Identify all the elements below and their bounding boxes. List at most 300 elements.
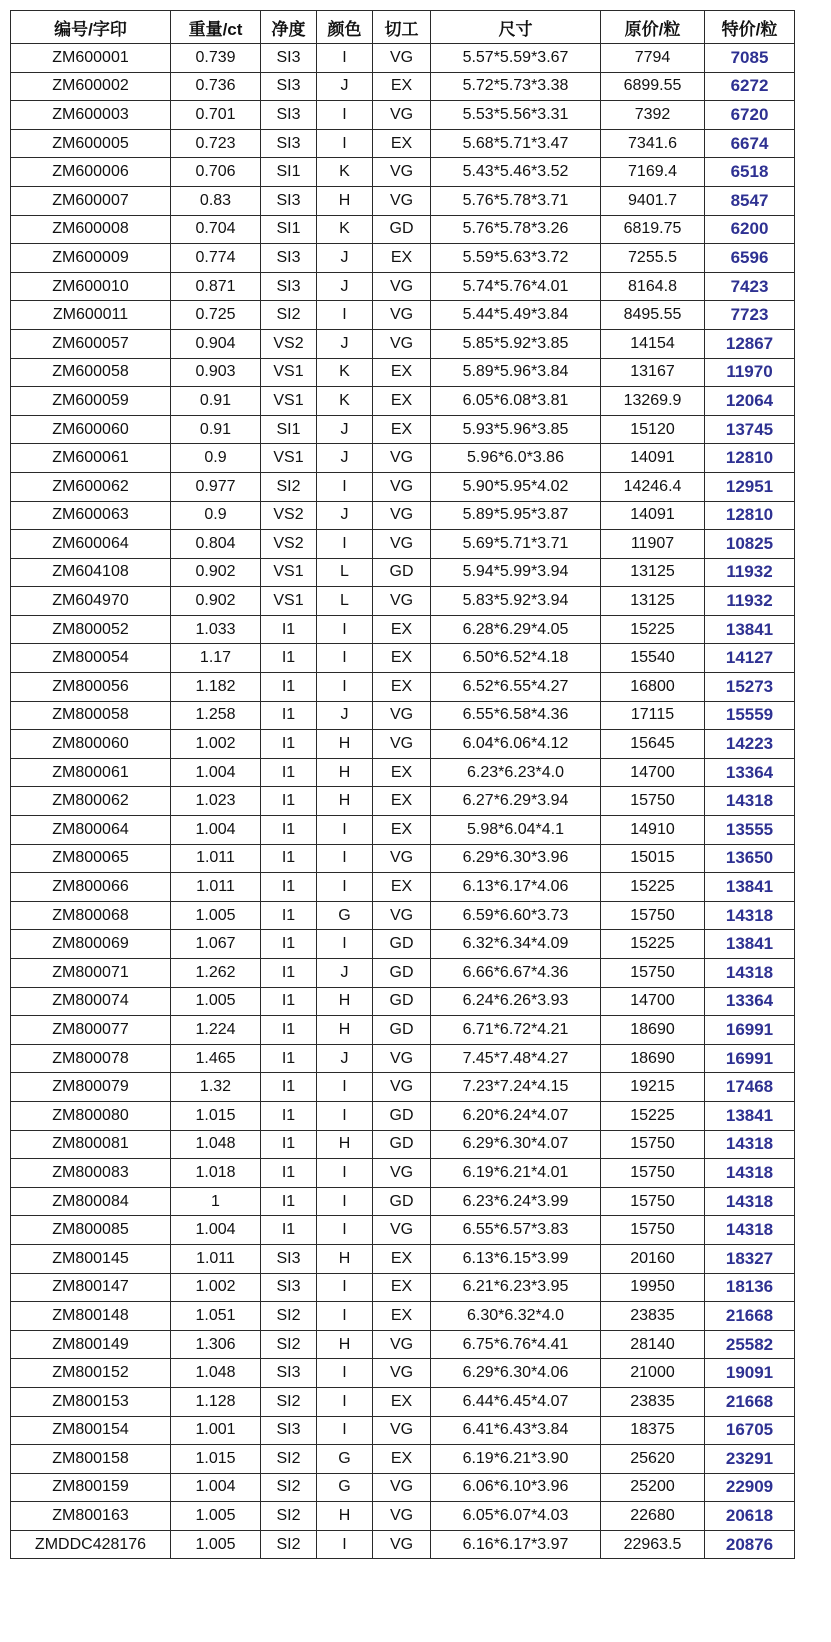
cell-sale-price: 6596 xyxy=(705,244,795,273)
cell-original-price: 7392 xyxy=(601,101,705,130)
cell-id: ZM800064 xyxy=(11,816,171,845)
cell-color: J xyxy=(317,501,373,530)
cell-cut: VG xyxy=(373,101,431,130)
cell-original-price: 15225 xyxy=(601,873,705,902)
cell-sale-price: 6200 xyxy=(705,215,795,244)
price-table xyxy=(10,10,795,1559)
table-row xyxy=(11,301,795,330)
cell-clarity: I1 xyxy=(261,1044,317,1073)
table-row xyxy=(11,244,795,273)
cell-size: 6.27*6.29*3.94 xyxy=(431,787,601,816)
cell-sale-price: 14318 xyxy=(705,1159,795,1188)
cell-original-price: 11907 xyxy=(601,530,705,559)
cell-clarity: I1 xyxy=(261,844,317,873)
cell-weight: 1.048 xyxy=(171,1130,261,1159)
cell-original-price: 28140 xyxy=(601,1330,705,1359)
cell-clarity: SI1 xyxy=(261,415,317,444)
cell-color: H xyxy=(317,758,373,787)
cell-sale-price: 13841 xyxy=(705,615,795,644)
cell-clarity: I1 xyxy=(261,1101,317,1130)
cell-id: ZM800147 xyxy=(11,1273,171,1302)
cell-original-price: 6899.55 xyxy=(601,72,705,101)
cell-id: ZM800152 xyxy=(11,1359,171,1388)
cell-clarity: SI3 xyxy=(261,272,317,301)
cell-size: 6.19*6.21*4.01 xyxy=(431,1159,601,1188)
cell-clarity: VS1 xyxy=(261,587,317,616)
cell-color: H xyxy=(317,1502,373,1531)
cell-original-price: 25620 xyxy=(601,1445,705,1474)
table-row xyxy=(11,558,795,587)
cell-color: I xyxy=(317,1416,373,1445)
cell-sale-price: 13364 xyxy=(705,987,795,1016)
cell-clarity: I1 xyxy=(261,673,317,702)
cell-id: ZM600002 xyxy=(11,72,171,101)
table-row xyxy=(11,1359,795,1388)
cell-original-price: 16800 xyxy=(601,673,705,702)
table-row xyxy=(11,444,795,473)
cell-clarity: VS2 xyxy=(261,530,317,559)
cell-id: ZM800054 xyxy=(11,644,171,673)
cell-size: 6.50*6.52*4.18 xyxy=(431,644,601,673)
cell-size: 5.96*6.0*3.86 xyxy=(431,444,601,473)
cell-sale-price: 21668 xyxy=(705,1387,795,1416)
cell-size: 6.19*6.21*3.90 xyxy=(431,1445,601,1474)
cell-sale-price: 11970 xyxy=(705,358,795,387)
cell-original-price: 20160 xyxy=(601,1244,705,1273)
cell-sale-price: 7423 xyxy=(705,272,795,301)
table-row xyxy=(11,329,795,358)
cell-clarity: VS2 xyxy=(261,501,317,530)
cell-sale-price: 13841 xyxy=(705,1101,795,1130)
cell-weight: 1.224 xyxy=(171,1016,261,1045)
cell-weight: 0.902 xyxy=(171,558,261,587)
cell-cut: EX xyxy=(373,873,431,902)
cell-original-price: 15750 xyxy=(601,959,705,988)
cell-color: L xyxy=(317,558,373,587)
cell-id: ZM800062 xyxy=(11,787,171,816)
cell-color: I xyxy=(317,1302,373,1331)
cell-size: 5.90*5.95*4.02 xyxy=(431,472,601,501)
cell-sale-price: 12867 xyxy=(705,329,795,358)
cell-cut: VG xyxy=(373,1216,431,1245)
cell-color: J xyxy=(317,701,373,730)
cell-id: ZM600010 xyxy=(11,272,171,301)
cell-id: ZM800163 xyxy=(11,1502,171,1531)
cell-clarity: SI3 xyxy=(261,129,317,158)
cell-id: ZM604108 xyxy=(11,558,171,587)
cell-size: 6.41*6.43*3.84 xyxy=(431,1416,601,1445)
cell-id: ZM800065 xyxy=(11,844,171,873)
cell-weight: 0.704 xyxy=(171,215,261,244)
cell-color: I xyxy=(317,644,373,673)
cell-size: 5.57*5.59*3.67 xyxy=(431,44,601,73)
cell-size: 6.20*6.24*4.07 xyxy=(431,1101,601,1130)
cell-weight: 1.067 xyxy=(171,930,261,959)
diamond-price-sheet xyxy=(10,10,794,1559)
cell-cut: EX xyxy=(373,358,431,387)
header-cut: 切工 xyxy=(373,11,431,44)
cell-cut: VG xyxy=(373,1073,431,1102)
cell-cut: EX xyxy=(373,644,431,673)
cell-color: I xyxy=(317,101,373,130)
table-row xyxy=(11,787,795,816)
cell-original-price: 15540 xyxy=(601,644,705,673)
table-row xyxy=(11,1159,795,1188)
cell-id: ZM800153 xyxy=(11,1387,171,1416)
header-size: 尺寸 xyxy=(431,11,601,44)
cell-size: 6.24*6.26*3.93 xyxy=(431,987,601,1016)
cell-id: ZM600058 xyxy=(11,358,171,387)
table-row xyxy=(11,501,795,530)
cell-weight: 1.005 xyxy=(171,1530,261,1559)
cell-id: ZM800066 xyxy=(11,873,171,902)
cell-cut: EX xyxy=(373,387,431,416)
cell-color: G xyxy=(317,1445,373,1474)
cell-original-price: 25200 xyxy=(601,1473,705,1502)
cell-original-price: 7169.4 xyxy=(601,158,705,187)
cell-weight: 0.725 xyxy=(171,301,261,330)
cell-weight: 0.706 xyxy=(171,158,261,187)
cell-original-price: 9401.7 xyxy=(601,186,705,215)
table-row xyxy=(11,72,795,101)
cell-clarity: VS1 xyxy=(261,558,317,587)
cell-sale-price: 14223 xyxy=(705,730,795,759)
cell-original-price: 15225 xyxy=(601,1101,705,1130)
cell-id: ZM600007 xyxy=(11,186,171,215)
table-row xyxy=(11,644,795,673)
cell-clarity: SI3 xyxy=(261,1273,317,1302)
cell-original-price: 8495.55 xyxy=(601,301,705,330)
cell-id: ZM800149 xyxy=(11,1330,171,1359)
cell-sale-price: 6720 xyxy=(705,101,795,130)
cell-clarity: I1 xyxy=(261,1187,317,1216)
cell-original-price: 14700 xyxy=(601,987,705,1016)
cell-cut: VG xyxy=(373,1473,431,1502)
cell-size: 5.59*5.63*3.72 xyxy=(431,244,601,273)
cell-id: ZM800069 xyxy=(11,930,171,959)
cell-id: ZM800159 xyxy=(11,1473,171,1502)
table-row xyxy=(11,1416,795,1445)
cell-weight: 1.051 xyxy=(171,1302,261,1331)
cell-color: H xyxy=(317,1330,373,1359)
cell-original-price: 15750 xyxy=(601,1187,705,1216)
cell-size: 5.89*5.96*3.84 xyxy=(431,358,601,387)
cell-original-price: 15225 xyxy=(601,930,705,959)
cell-color: K xyxy=(317,358,373,387)
cell-sale-price: 14318 xyxy=(705,901,795,930)
cell-clarity: I1 xyxy=(261,987,317,1016)
cell-size: 6.52*6.55*4.27 xyxy=(431,673,601,702)
cell-sale-price: 12810 xyxy=(705,444,795,473)
cell-size: 6.55*6.58*4.36 xyxy=(431,701,601,730)
cell-id: ZM800083 xyxy=(11,1159,171,1188)
cell-clarity: SI3 xyxy=(261,44,317,73)
cell-cut: EX xyxy=(373,758,431,787)
cell-cut: VG xyxy=(373,1044,431,1073)
cell-weight: 0.9 xyxy=(171,501,261,530)
cell-weight: 0.804 xyxy=(171,530,261,559)
cell-sale-price: 12810 xyxy=(705,501,795,530)
header-color: 颜色 xyxy=(317,11,373,44)
cell-size: 5.85*5.92*3.85 xyxy=(431,329,601,358)
cell-sale-price: 12064 xyxy=(705,387,795,416)
cell-original-price: 14910 xyxy=(601,816,705,845)
cell-color: K xyxy=(317,387,373,416)
cell-sale-price: 15273 xyxy=(705,673,795,702)
cell-original-price: 15120 xyxy=(601,415,705,444)
cell-color: I xyxy=(317,1159,373,1188)
cell-size: 6.29*6.30*4.06 xyxy=(431,1359,601,1388)
cell-original-price: 22680 xyxy=(601,1502,705,1531)
header-row xyxy=(11,11,795,44)
table-row xyxy=(11,1073,795,1102)
cell-original-price: 8164.8 xyxy=(601,272,705,301)
table-row xyxy=(11,701,795,730)
cell-cut: VG xyxy=(373,901,431,930)
cell-sale-price: 12951 xyxy=(705,472,795,501)
cell-clarity: VS1 xyxy=(261,444,317,473)
cell-cut: EX xyxy=(373,1244,431,1273)
cell-color: I xyxy=(317,930,373,959)
table-row xyxy=(11,358,795,387)
cell-sale-price: 11932 xyxy=(705,558,795,587)
cell-weight: 1.128 xyxy=(171,1387,261,1416)
cell-color: H xyxy=(317,1130,373,1159)
cell-original-price: 23835 xyxy=(601,1302,705,1331)
cell-sale-price: 13745 xyxy=(705,415,795,444)
cell-clarity: I1 xyxy=(261,787,317,816)
cell-id: ZM600011 xyxy=(11,301,171,330)
cell-original-price: 14700 xyxy=(601,758,705,787)
cell-sale-price: 14318 xyxy=(705,1216,795,1245)
cell-cut: VG xyxy=(373,44,431,73)
cell-color: I xyxy=(317,615,373,644)
cell-clarity: I1 xyxy=(261,901,317,930)
cell-clarity: VS1 xyxy=(261,358,317,387)
cell-id: ZM800078 xyxy=(11,1044,171,1073)
table-row xyxy=(11,186,795,215)
cell-color: I xyxy=(317,1073,373,1102)
table-row xyxy=(11,44,795,73)
cell-size: 6.04*6.06*4.12 xyxy=(431,730,601,759)
cell-original-price: 15750 xyxy=(601,1159,705,1188)
cell-cut: EX xyxy=(373,1445,431,1474)
cell-size: 6.05*6.08*3.81 xyxy=(431,387,601,416)
cell-sale-price: 18327 xyxy=(705,1244,795,1273)
cell-clarity: VS2 xyxy=(261,329,317,358)
cell-weight: 1.182 xyxy=(171,673,261,702)
cell-clarity: SI2 xyxy=(261,1330,317,1359)
cell-id: ZM800148 xyxy=(11,1302,171,1331)
cell-clarity: SI3 xyxy=(261,1244,317,1273)
cell-id: ZM600060 xyxy=(11,415,171,444)
cell-size: 5.83*5.92*3.94 xyxy=(431,587,601,616)
cell-original-price: 18375 xyxy=(601,1416,705,1445)
cell-size: 5.53*5.56*3.31 xyxy=(431,101,601,130)
cell-weight: 0.739 xyxy=(171,44,261,73)
cell-clarity: SI3 xyxy=(261,244,317,273)
cell-color: J xyxy=(317,72,373,101)
table-row xyxy=(11,1302,795,1331)
cell-size: 5.44*5.49*3.84 xyxy=(431,301,601,330)
cell-size: 5.76*5.78*3.71 xyxy=(431,186,601,215)
cell-cut: VG xyxy=(373,701,431,730)
cell-sale-price: 14127 xyxy=(705,644,795,673)
cell-sale-price: 13841 xyxy=(705,873,795,902)
cell-color: I xyxy=(317,301,373,330)
cell-cut: EX xyxy=(373,129,431,158)
table-row xyxy=(11,1016,795,1045)
cell-weight: 1.033 xyxy=(171,615,261,644)
cell-clarity: SI3 xyxy=(261,186,317,215)
cell-sale-price: 20876 xyxy=(705,1530,795,1559)
cell-clarity: SI3 xyxy=(261,1416,317,1445)
cell-weight: 1 xyxy=(171,1187,261,1216)
cell-clarity: I1 xyxy=(261,1016,317,1045)
cell-size: 6.16*6.17*3.97 xyxy=(431,1530,601,1559)
cell-cut: EX xyxy=(373,615,431,644)
cell-size: 6.13*6.15*3.99 xyxy=(431,1244,601,1273)
cell-clarity: SI1 xyxy=(261,158,317,187)
cell-color: J xyxy=(317,959,373,988)
cell-clarity: I1 xyxy=(261,1216,317,1245)
cell-weight: 1.004 xyxy=(171,816,261,845)
cell-cut: EX xyxy=(373,673,431,702)
cell-weight: 0.91 xyxy=(171,415,261,444)
cell-clarity: I1 xyxy=(261,1130,317,1159)
cell-sale-price: 21668 xyxy=(705,1302,795,1331)
cell-id: ZM800077 xyxy=(11,1016,171,1045)
cell-id: ZM800071 xyxy=(11,959,171,988)
cell-clarity: SI2 xyxy=(261,1302,317,1331)
header-clarity: 净度 xyxy=(261,11,317,44)
cell-weight: 1.004 xyxy=(171,1216,261,1245)
cell-cut: EX xyxy=(373,415,431,444)
cell-original-price: 13167 xyxy=(601,358,705,387)
table-row xyxy=(11,930,795,959)
cell-weight: 1.306 xyxy=(171,1330,261,1359)
cell-sale-price: 17468 xyxy=(705,1073,795,1102)
cell-weight: 1.005 xyxy=(171,1502,261,1531)
cell-weight: 1.258 xyxy=(171,701,261,730)
cell-original-price: 15015 xyxy=(601,844,705,873)
table-row xyxy=(11,1330,795,1359)
cell-original-price: 21000 xyxy=(601,1359,705,1388)
table-row xyxy=(11,215,795,244)
cell-color: K xyxy=(317,158,373,187)
cell-size: 6.28*6.29*4.05 xyxy=(431,615,601,644)
cell-id: ZM800079 xyxy=(11,1073,171,1102)
cell-cut: VG xyxy=(373,1530,431,1559)
cell-sale-price: 6674 xyxy=(705,129,795,158)
cell-cut: VG xyxy=(373,158,431,187)
cell-weight: 0.83 xyxy=(171,186,261,215)
cell-color: I xyxy=(317,1216,373,1245)
header-sale-price: 特价/粒 xyxy=(705,11,795,44)
cell-clarity: I1 xyxy=(261,816,317,845)
cell-sale-price: 16991 xyxy=(705,1016,795,1045)
cell-cut: VG xyxy=(373,186,431,215)
table-row xyxy=(11,758,795,787)
table-body xyxy=(11,44,795,1559)
cell-cut: GD xyxy=(373,987,431,1016)
cell-color: I xyxy=(317,1273,373,1302)
cell-id: ZM600062 xyxy=(11,472,171,501)
cell-clarity: SI1 xyxy=(261,215,317,244)
cell-sale-price: 15559 xyxy=(705,701,795,730)
cell-original-price: 13125 xyxy=(601,587,705,616)
cell-weight: 0.9 xyxy=(171,444,261,473)
cell-color: H xyxy=(317,987,373,1016)
cell-sale-price: 22909 xyxy=(705,1473,795,1502)
cell-color: I xyxy=(317,44,373,73)
cell-weight: 1.015 xyxy=(171,1101,261,1130)
cell-id: ZM800058 xyxy=(11,701,171,730)
cell-clarity: SI3 xyxy=(261,101,317,130)
cell-original-price: 14154 xyxy=(601,329,705,358)
cell-sale-price: 18136 xyxy=(705,1273,795,1302)
cell-size: 5.68*5.71*3.47 xyxy=(431,129,601,158)
cell-clarity: SI2 xyxy=(261,1445,317,1474)
cell-cut: GD xyxy=(373,1101,431,1130)
cell-color: I xyxy=(317,673,373,702)
cell-cut: VG xyxy=(373,301,431,330)
cell-weight: 1.015 xyxy=(171,1445,261,1474)
cell-weight: 0.902 xyxy=(171,587,261,616)
cell-id: ZM600008 xyxy=(11,215,171,244)
cell-color: K xyxy=(317,215,373,244)
cell-original-price: 13269.9 xyxy=(601,387,705,416)
cell-cut: VG xyxy=(373,272,431,301)
cell-sale-price: 7085 xyxy=(705,44,795,73)
cell-color: J xyxy=(317,244,373,273)
cell-color: I xyxy=(317,1359,373,1388)
cell-clarity: I1 xyxy=(261,758,317,787)
cell-cut: VG xyxy=(373,444,431,473)
cell-clarity: I1 xyxy=(261,730,317,759)
table-row xyxy=(11,587,795,616)
table-row xyxy=(11,1216,795,1245)
cell-sale-price: 8547 xyxy=(705,186,795,215)
cell-color: I xyxy=(317,816,373,845)
table-row xyxy=(11,1445,795,1474)
cell-sale-price: 20618 xyxy=(705,1502,795,1531)
table-row xyxy=(11,1387,795,1416)
cell-id: ZM600063 xyxy=(11,501,171,530)
cell-sale-price: 16705 xyxy=(705,1416,795,1445)
cell-weight: 0.701 xyxy=(171,101,261,130)
cell-sale-price: 25582 xyxy=(705,1330,795,1359)
cell-id: ZM800080 xyxy=(11,1101,171,1130)
table-row xyxy=(11,1244,795,1273)
cell-size: 6.71*6.72*4.21 xyxy=(431,1016,601,1045)
table-row xyxy=(11,158,795,187)
cell-weight: 1.001 xyxy=(171,1416,261,1445)
table-row xyxy=(11,1187,795,1216)
cell-sale-price: 13364 xyxy=(705,758,795,787)
cell-size: 6.23*6.23*4.0 xyxy=(431,758,601,787)
cell-id: ZM800074 xyxy=(11,987,171,1016)
cell-cut: EX xyxy=(373,244,431,273)
cell-id: ZM800154 xyxy=(11,1416,171,1445)
cell-id: ZM600061 xyxy=(11,444,171,473)
cell-color: J xyxy=(317,444,373,473)
cell-original-price: 17115 xyxy=(601,701,705,730)
cell-color: G xyxy=(317,901,373,930)
cell-color: H xyxy=(317,730,373,759)
cell-original-price: 15750 xyxy=(601,1130,705,1159)
cell-original-price: 19950 xyxy=(601,1273,705,1302)
